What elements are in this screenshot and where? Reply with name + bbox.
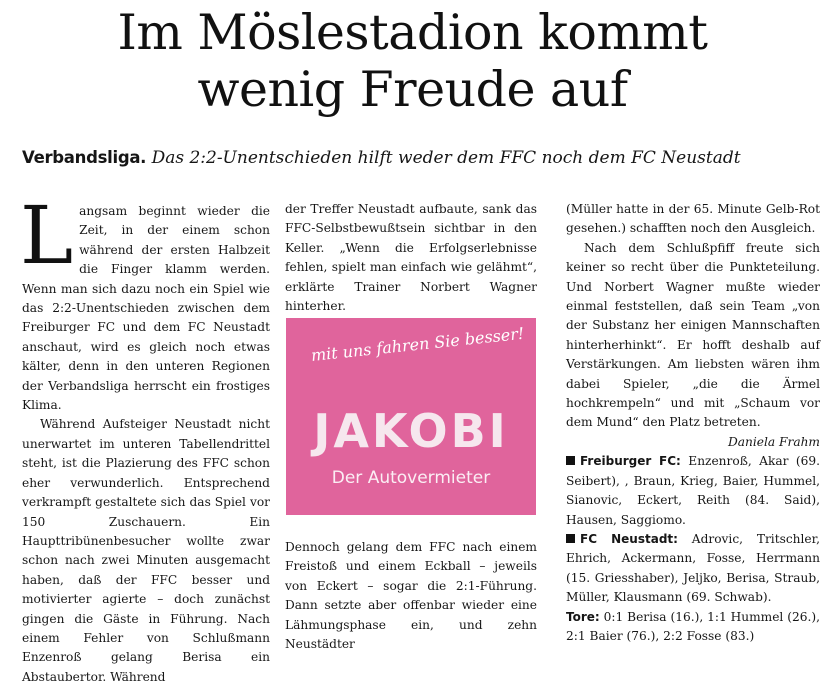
paragraph: (Müller hatte in der 65. Minute Gelb-Rot gesehen.) schafften noch den Ausgleich.	[566, 202, 820, 236]
paragraph: Nach dem Schlußpfiff freute sich keiner so recht über die Punkteteilung. Und Norbert Wagner mußte wieder einmal feststellen, daß sein Team „von der Substanz her einigen Mannschaften hinterherhinkt“. Er hofft deshalb auf Verstärkungen. Am liebsten wären ihm dabei Spieler, „die die Ärmel hochkrempeln“ und mit „Schaum vor dem Mund“ den Platz betreten.	[566, 240, 820, 430]
advertisement[interactable]	[286, 318, 536, 515]
subheadline-text: Das 2:2-Unentschieden hilft weder dem FFC noch dem FC Neustadt	[151, 148, 741, 168]
headline-line-2: wenig Freude auf	[197, 61, 628, 118]
goals-summary	[566, 608, 820, 647]
team-players: Enzenroß, Akar (69. Seibert), , Braun, Krieg, Baier, Hummel, Sianovic, Eckert, Reith (84. Said), Hausen, Saggiomo.	[566, 454, 821, 527]
paragraph: der Treffer Neustadt aufbaute, sank das FFC-Selbstbewußtsein sichtbar in den Keller. „Wenn die Erfolgserlebnisse fehlen, spielt man einfach wie gelähmt“, erklärte Trainer Norbert Wagner hinterher.	[285, 202, 537, 314]
square-bullet-icon	[566, 456, 575, 465]
article-column-3	[566, 200, 820, 646]
article-column-2-continued	[285, 538, 537, 654]
section-kicker: Verbandsliga.	[22, 148, 147, 167]
team-label: Freiburger FC:	[580, 454, 681, 469]
paragraph-intro-text: angsam beginnt wieder die Zeit, in der einem schon während der ersten Halbzeit die Finger klamm werden. Wenn man sich dazu noch ein Spiel wie das 2:2-Unentschieden zwischen dem Freiburger FC und dem FC Neustadt anschaut, wird es gleich noch etwas kälter, denn in den unteren Regionen der Verbandsliga herrscht ein frostiges Klima.	[22, 204, 270, 413]
headline	[0, 4, 825, 118]
paragraph-intro	[20, 189, 270, 415]
lineup-freiburger-fc	[566, 452, 820, 530]
lineup-fc-neustadt	[566, 530, 820, 608]
article-column-2	[285, 200, 537, 316]
ad-slogan: mit uns fahren Sie besser!	[310, 323, 526, 365]
headline-line-1: Im Möslestadion kommt	[117, 4, 708, 61]
ad-brand-logo: JAKOBI	[313, 404, 509, 458]
author-byline: Daniela Frahm	[728, 434, 820, 449]
goals-text: 0:1 Berisa (16.), 1:1 Hummel (26.), 2:1 Baier (76.), 2:2 Fosse (83.)	[566, 609, 820, 643]
article-column-1	[20, 189, 270, 687]
square-bullet-icon	[566, 534, 575, 543]
paragraph: Während Aufsteiger Neustadt nicht unerwartet im unteren Tabellendrittel steht, ist die Plazierung des FFC schon eher verwunderlich. Entsprechend verkrampft gestaltete sich das Spiel vor 150 Zuschauern. Ein Haupttribünenbesucher wollte zwar schon nach zwei Minuten ausgemacht haben, daß der FFC besser und motivierter agierte – doch zunächst gingen die Gäste in Führung. Nach einem Fehler von Schlußmann Enzenroß gelang Berisa ein Abstaubertor. Während	[22, 417, 270, 684]
goals-label: Tore:	[566, 609, 600, 624]
team-players: Adrovic, Tritschler, Ehrich, Ackermann, Fosse, Herrmann (15. Griesshaber), Jeljko, Berisa, Straub, Müller, Klausmann (69. Schwab).	[566, 531, 820, 605]
paragraph: Dennoch gelang dem FFC nach einem Freistoß und einem Eckball – jeweils von Eckert – sogar die 2:1-Führung. Dann setzte aber offenbar wieder eine Lähmungsphase ein, und zehn Neustädter	[285, 540, 537, 652]
team-label: FC Neustadt:	[580, 531, 678, 546]
ad-subtitle: Der Autovermieter	[331, 468, 491, 488]
drop-cap: L	[20, 189, 74, 282]
subheadline	[22, 148, 812, 168]
